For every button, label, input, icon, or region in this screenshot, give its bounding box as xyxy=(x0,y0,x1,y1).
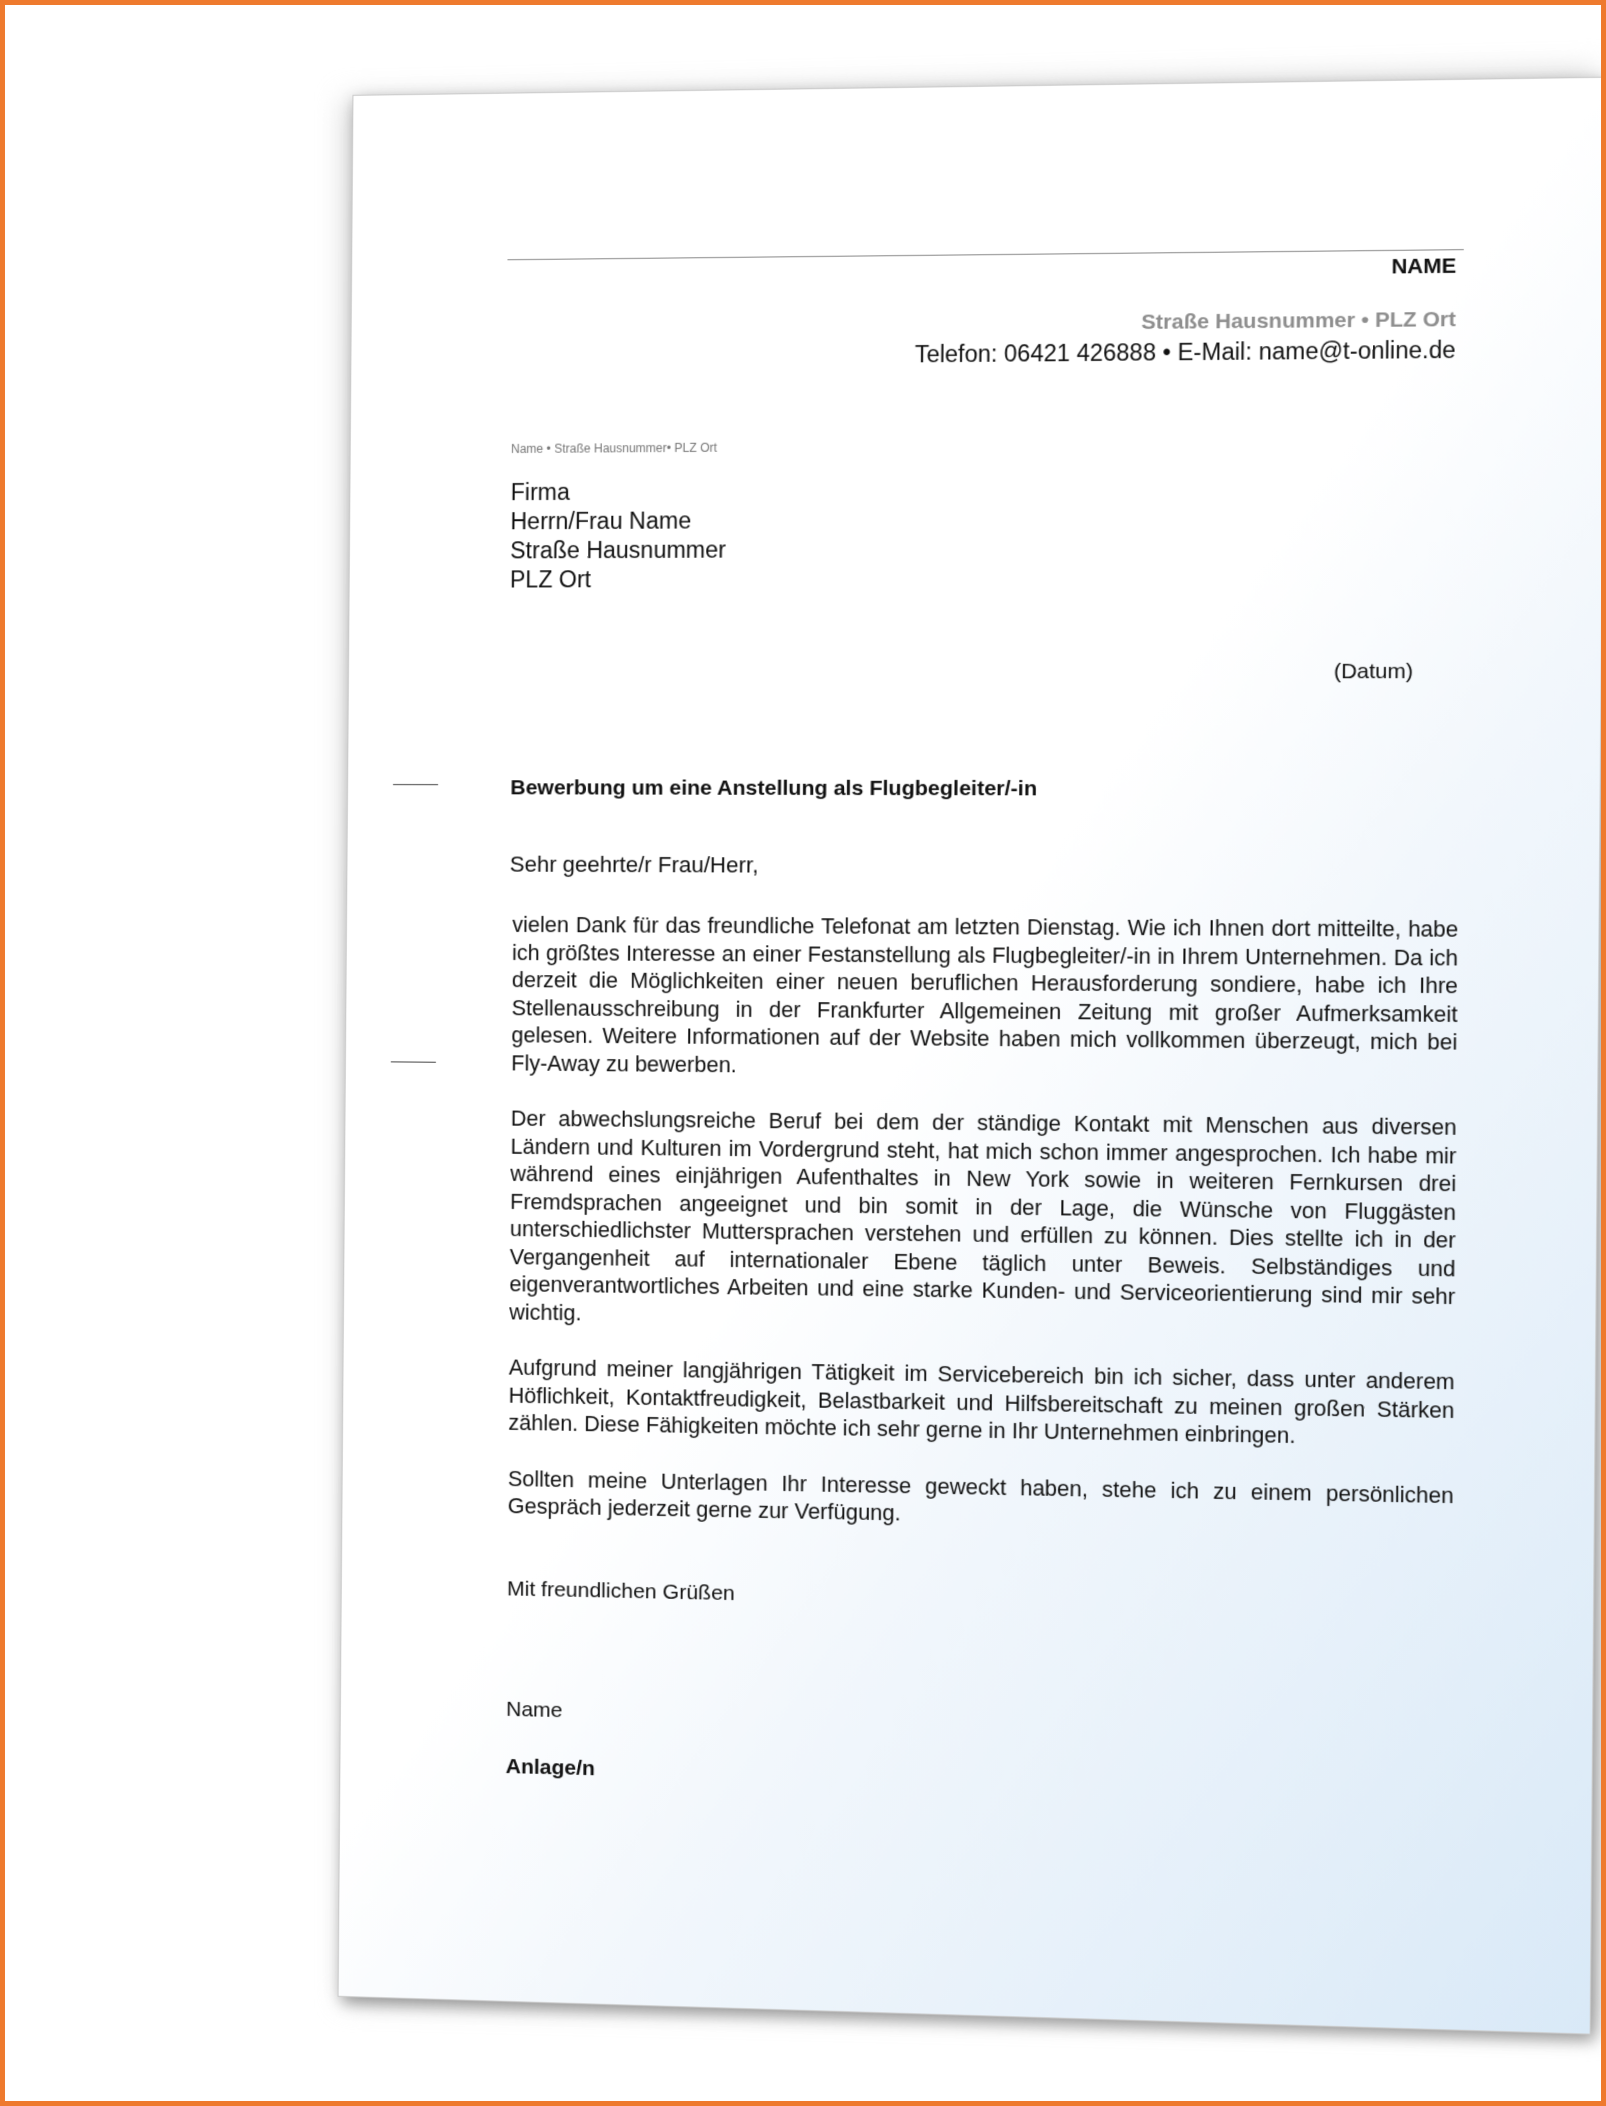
body-paragraph: Der abwechslungsreiche Beruf bei dem der ständige Kontakt mit Menschen aus diversen Ländern und Kulturen im Vordergrund steht, hat mich schon immer angesprochen. Ich habe mir während eines einjährigen Aufenthaltes in New York sowie in weiteren Fernkursen drei Fremdsprachen angeeignet und bin somit in der Lage, die Wünsche von Fluggästen unterschiedlichster Muttersprachen verstehen und erfüllen zu können. Dies stellte ich in der Vergangenheit auf internationaler Ebene täglich unter Beweis. Selbständiges und eigenverantwortliches Arbeiten und eine starke Kunden- und Serviceorientierung sind mir sehr wichtig. xyxy=(509,1106,1457,1325)
letter-page xyxy=(338,77,1606,2035)
sender-address: Straße Hausnummer • PLZ Ort xyxy=(1141,307,1456,335)
closing: Mit freundlichen Grüßen xyxy=(506,1577,735,1606)
salutation: Sehr geehrte/r Frau/Herr, xyxy=(509,851,759,878)
punch-mark xyxy=(391,1061,436,1062)
fold-mark xyxy=(393,784,438,785)
sender-contact: Telefon: 06421 426888 • E-Mail: name@t-online.de xyxy=(914,336,1456,368)
signature-name: Name xyxy=(506,1697,563,1723)
sender-name: NAME xyxy=(1391,254,1457,279)
recipient-street: Straße Hausnummer xyxy=(510,536,727,564)
letter-date: (Datum) xyxy=(1333,659,1414,684)
body-paragraph: Sollten meine Unterlagen Ihr Interesse geweckt haben, stehe ich zu einem persönlichen Gespräch jederzeit gerne zur Verfügung. xyxy=(507,1466,1454,1526)
recipient-company: Firma xyxy=(510,478,570,506)
recipient-block xyxy=(510,477,727,595)
recipient-city: PLZ Ort xyxy=(509,566,592,593)
attachments-label: Anlage/n xyxy=(505,1754,596,1781)
body-paragraph: vielen Dank für das freundliche Telefonat am letzten Dienstag. Wie ich Ihnen dort mitteilte, habe ich größtes Interesse an einer Festanstellung als Flugbegleiter/-in in Ihrem Unternehmen. Da ich derzeit die Möglichkeiten einer neuen beruflichen Herausforderung sondiere, habe ich Ihre Stellenausschreibung in der Frankfurter Allgemeinen Zeitung mit großer Aufmerksamkeit gelesen. Weitere Informationen auf der Website haben mich vollkommen überzeugt, mich bei Fly-Away zu bewerben. xyxy=(511,912,1459,1077)
letter-body xyxy=(507,912,1458,1567)
header-rule xyxy=(507,249,1463,260)
body-paragraph: Aufgrund meiner langjährigen Tätigkeit im Servicebereich bin ich sicher, dass unter anderem Höflichkeit, Kontaktfreudigkeit, Belastbarkeit und Hilfsbereitschaft zu meinen großen Stärken zählen. Diese Fähigkeiten möchte ich sehr gerne in Ihr Unternehmen einbringen. xyxy=(508,1355,1455,1449)
return-address-line: Name • Straße Hausnummer• PLZ Ort xyxy=(510,440,718,456)
recipient-person: Herrn/Frau Name xyxy=(510,507,692,535)
letter-subject: Bewerbung um eine Anstellung als Flugbegleiter/-in xyxy=(510,776,1038,801)
